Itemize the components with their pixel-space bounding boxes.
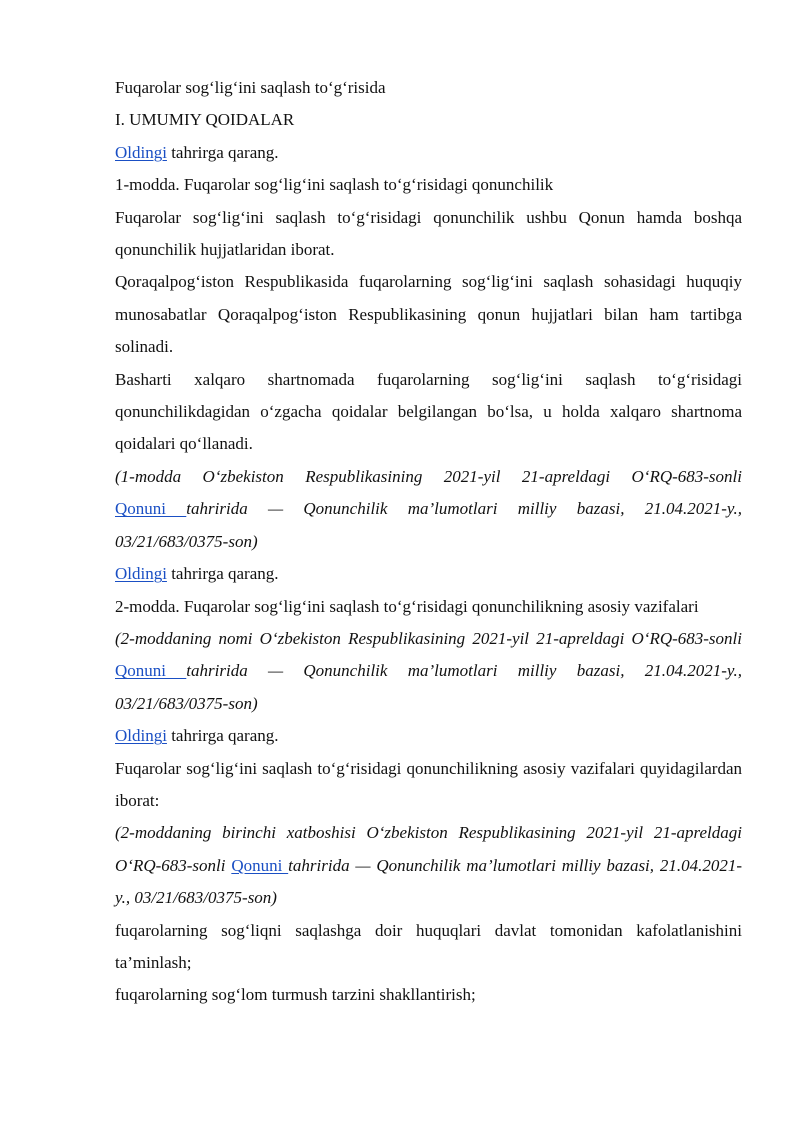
article-2-intro-amendment-note [115,817,742,914]
law-link[interactable]: Qonuni [231,855,289,875]
article-2-item-2: fuqarolarning sog‘lom turmush tarzini shakllantirish; [115,985,476,1005]
previous-edition-suffix: tahrirga qarang. [166,726,279,746]
previous-edition-link[interactable]: Oldingi [115,142,167,162]
previous-edition-suffix: tahrirga qarang. [166,142,279,162]
previous-edition-note-3 [115,720,742,752]
law-link[interactable]: Qonuni [115,661,187,681]
article-2-title-amendment-note [115,623,742,720]
document-title: Fuqarolar sog‘lig‘ini saqlash to‘g‘risida [115,78,386,97]
article-1-amendment-note [115,461,742,558]
amendment-note-text: tahririda — Qonunchilik ma’lumotlari milliy bazasi, 21.04.2021-y., 03/21/683/0375-son) [115,855,743,908]
section-heading: I. UMUMIY QOIDALAR [115,110,295,130]
article-1-paragraph-3: Basharti xalqaro shartnomada fuqarolarning sog‘lig‘ini saqlash to‘g‘risidagi qonunchilikdagidan o‘zgacha qoidalar belgilangan bo‘lsa, u holda xalqaro shartnoma qoidalari qo‘llanadi. [115,369,742,454]
article-2-heading: 2-modda. Fuqarolar sog‘lig‘ini saqlash to‘g‘risidagi qonunchilikning asosiy vazifalari [115,596,699,616]
article-1-heading: 1-modda. Fuqarolar sog‘lig‘ini saqlash to‘g‘risidagi qonunchilik [115,175,554,195]
article-2-intro: Fuqarolar sog‘lig‘ini saqlash to‘g‘risidagi qonunchilikning asosiy vazifalari quyidagilardan iborat: [115,758,742,810]
amendment-note-text: (1-modda O‘zbekiston Respublikasining 2021-yil 21-apreldagi O‘RQ-683-sonli [115,466,742,486]
amendment-note-text: (2-moddaning nomi O‘zbekiston Respublikasining 2021-yil 21-apreldagi O‘RQ-683-sonli [115,628,742,648]
article-1-paragraph-1: Fuqarolar sog‘lig‘ini saqlash to‘g‘risidagi qonunchilik ushbu Qonun hamda boshqa qonunchilik hujjatlaridan iborat. [115,207,742,260]
law-link[interactable]: Qonuni [115,499,187,519]
previous-edition-suffix: tahrirga qarang. [166,564,279,584]
previous-edition-link[interactable]: Oldingi [115,726,167,746]
previous-edition-note-1 [115,137,742,169]
article-1-paragraph-2: Qoraqalpog‘iston Respublikasida fuqarolarning sog‘lig‘ini saqlash sohasidagi huquqiy munosabatlar Qoraqalpog‘iston Respublikasining qonun hujjatlari bilan ham tartibga solinadi. [115,272,742,357]
amendment-note-text: tahririda — Qonunchilik ma’lumotlari milliy bazasi, 21.04.2021-y., 03/21/683/0375-son) [115,661,743,713]
amendment-note-text: (2-moddaning birinchi xatboshisi O‘zbekiston Respublikasining 2021-yil 21-apreldagi O‘RQ-683-sonli [115,823,742,875]
amendment-note-text: tahririda — Qonunchilik ma’lumotlari milliy bazasi, 21.04.2021-y., 03/21/683/0375-son) [115,499,743,551]
previous-edition-link[interactable]: Oldingi [115,564,167,584]
previous-edition-note-2 [115,558,742,590]
document-page [115,72,742,1012]
article-2-item-1: fuqarolarning sog‘liqni saqlashga doir huquqlari davlat tomonidan kafolatlanishini ta’minlash; [115,920,742,972]
